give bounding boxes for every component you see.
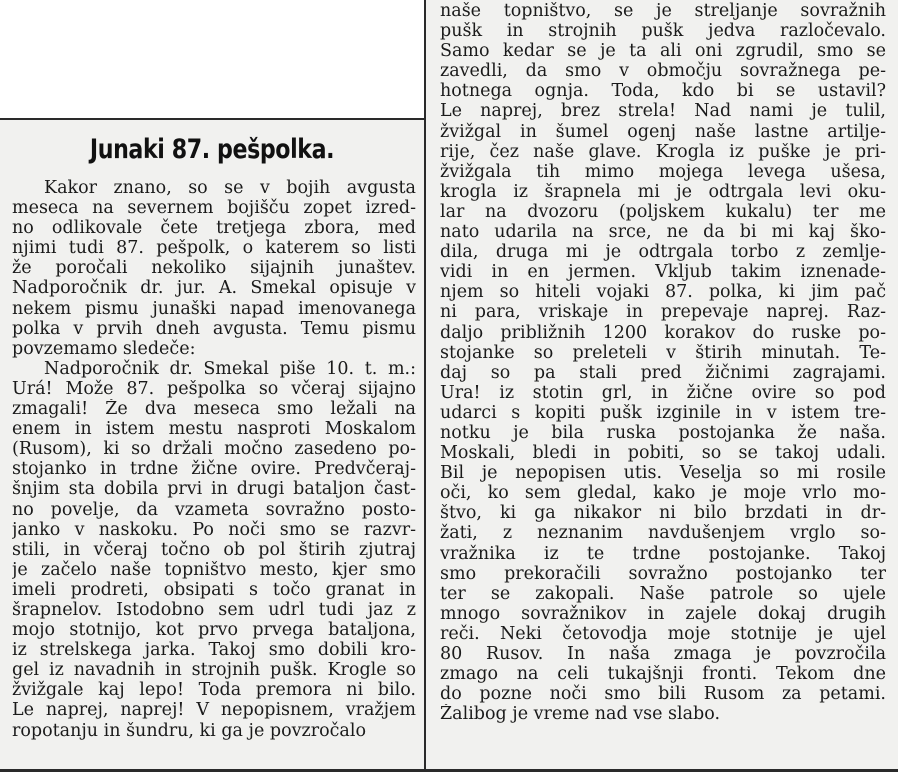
- text-line: Samo kedar se je ta ali oni zgrudil, smo se: [440, 41, 886, 62]
- text-line: imeli prodreti, obsipati s točo granat in: [12, 579, 416, 600]
- text-line: mojo stotnijo, kot prvo prvega bataljona,: [12, 620, 416, 641]
- text-line: Ura! iz stotin grl, in žične ovire so pod: [440, 382, 886, 403]
- text-line: gel iz navadnih in strojnih pušk. Krogle so: [12, 660, 416, 681]
- text-line: zmago na celi tukajšnji fronti. Tekom dne: [440, 664, 886, 685]
- text-line: nato udarila na srce, ne da bi mi kaj ško-: [440, 222, 886, 243]
- text-line: Žalibog je vreme nad vse slabo.: [440, 704, 721, 725]
- text-line: žati, z neznanim navdušenjem vrglo so-: [440, 523, 886, 544]
- text-line: lar na dvozoru (poljskem kukalu) ter me: [440, 201, 886, 222]
- text-line: Moskali, bledi in pobiti, so se takoj udali.: [440, 443, 886, 464]
- text-line: do pozne noči smo bili Rusom za petami.: [440, 684, 886, 705]
- text-line: janko v naskoku. Po noči smo se razvr-: [12, 519, 416, 540]
- text-line: smo prekoračili sovražno postojanko ter: [440, 563, 886, 584]
- text-line: reči. Neki četovodja moje stotnije je ujel: [440, 623, 886, 644]
- text-line: daljo približnih 1200 korakov do ruske po-: [440, 322, 886, 343]
- text-line: Nadporočnik dr. jur. A. Smekal opisuje v: [12, 278, 416, 299]
- text-line: zmagali! Že dva meseca smo ležali na: [12, 399, 416, 420]
- text-line: zavedli, da smo v območju sovražnega pe-: [440, 61, 886, 82]
- left-column-text: [12, 178, 416, 741]
- text-line: ni para, vriskaje in prepevaje naprej. Raz-: [440, 302, 886, 323]
- text-line: štvo, ki ga nikakor ni bilo brzdati in dr-: [440, 503, 886, 524]
- text-line: rije, čez naše glave. Krogla iz puške je pri-: [440, 141, 886, 162]
- text-line: Le naprej, naprej! V nepopisnem, vražjem: [12, 700, 416, 721]
- text-line: iz strelskega jarka. Takoj smo dobili kro-: [12, 640, 416, 661]
- text-line: žvižgal in šumel ogenj naše lastne artilje-: [440, 121, 886, 142]
- text-line: pušk in strojnih pušk jedva razločevalo.: [440, 21, 886, 42]
- text-line: naše topništvo, se je streljanje sovražnih: [440, 1, 886, 21]
- text-line: ter se zakopali. Naše patrole so ujele: [440, 583, 886, 604]
- text-line: žvižgale kaj lepo! Toda premora ni bilo.: [12, 680, 416, 701]
- text-line: no povelje, da vzameta sovražno posto-: [12, 499, 416, 520]
- text-line: (Rusom), ki so držali močno zasedeno po-: [12, 439, 416, 460]
- text-line: udarci s kopiti pušk izginile in v istem tre-: [440, 402, 886, 423]
- text-line: Urá! Može 87. pešpolka so včeraj sijajno: [12, 378, 416, 399]
- right-column: [426, 0, 898, 769]
- text-line: stojanke so preleteli v štirih minutah. Te-: [440, 342, 886, 363]
- text-line: žvižgala tih mimo mojega levega ušesa,: [440, 161, 886, 182]
- text-line: 80 Rusov. In naša zmaga je povzročila: [440, 644, 886, 664]
- text-line: mnogo sovražnikov in zajele dokaj drugih: [440, 603, 886, 624]
- text-line: Kakor znano, so se v bojih avgusta: [44, 178, 416, 198]
- bottom-rule: [0, 769, 898, 772]
- text-line: njem so hiteli vojaki 87. polka, ki jim pač: [440, 282, 886, 303]
- text-line: je začelo naše topništvo mesto, kjer smo: [12, 559, 416, 580]
- blank-area: [0, 0, 425, 118]
- text-line: notku je bila ruska postojanka že naša.: [440, 422, 886, 443]
- text-line: nekem pismu junaški napad imenovanega: [12, 298, 416, 319]
- right-column-text: [440, 1, 886, 724]
- text-line: že poročali nekoliko sijajnih junaštev.: [12, 258, 416, 279]
- text-line: daj so pa stali pred žičnimi zagrajami.: [440, 362, 886, 383]
- text-line: Nadporočnik dr. Smekal piše 10. t. m.:: [44, 358, 416, 379]
- text-line: meseca na severnem bojišču zopet izred-: [12, 198, 416, 219]
- text-line: ropotanju in šundru, ki ga je povzročalo: [12, 720, 366, 741]
- text-line: vražnika iz te trdne postojanke. Takoj: [440, 543, 886, 564]
- left-column: [0, 118, 424, 771]
- text-line: šnjim sta dobila prvi in drugi bataljon čast-: [12, 479, 416, 500]
- text-line: oči, ko sem gledal, kako je moje vrlo mo-: [440, 483, 886, 504]
- text-line: vidi in en jermen. Vkljub takim iznenade-: [440, 262, 886, 283]
- text-line: Le naprej, brez strela! Nad nami je tulil,: [440, 101, 886, 122]
- text-line: stojanko in trdne žične ovire. Predvčeraj-: [12, 459, 416, 480]
- text-line: polka v prvih dneh avgusta. Temu pismu: [12, 318, 416, 339]
- text-line: no odlikovale čete tretjega zbora, med: [12, 218, 416, 239]
- text-line: krogla iz šrapnela mi je odtrgala levi oku-: [440, 181, 886, 202]
- text-line: stili, in včeraj točno ob pol štirih zjutraj: [12, 539, 416, 560]
- text-line: enem in istem mestu nasproti Moskalom: [12, 419, 416, 440]
- article-headline: Junaki 87. pešpolka.: [89, 134, 335, 165]
- text-line: Bil je nepopisen utis. Veselja so mi rosile: [440, 463, 886, 484]
- text-line: povzemamo sledeče:: [12, 338, 196, 359]
- text-line: hotnega ognja. Toda, kdo bi se ustavil?: [440, 81, 886, 102]
- text-line: dila, druga mi je odtrgala torbo z zemlje-: [440, 242, 886, 263]
- text-line: njimi tudi 87. pešpolk, o katerem so listi: [12, 238, 416, 259]
- text-line: šrapnelov. Istodobno sem udrl tudi jaz z: [12, 599, 416, 620]
